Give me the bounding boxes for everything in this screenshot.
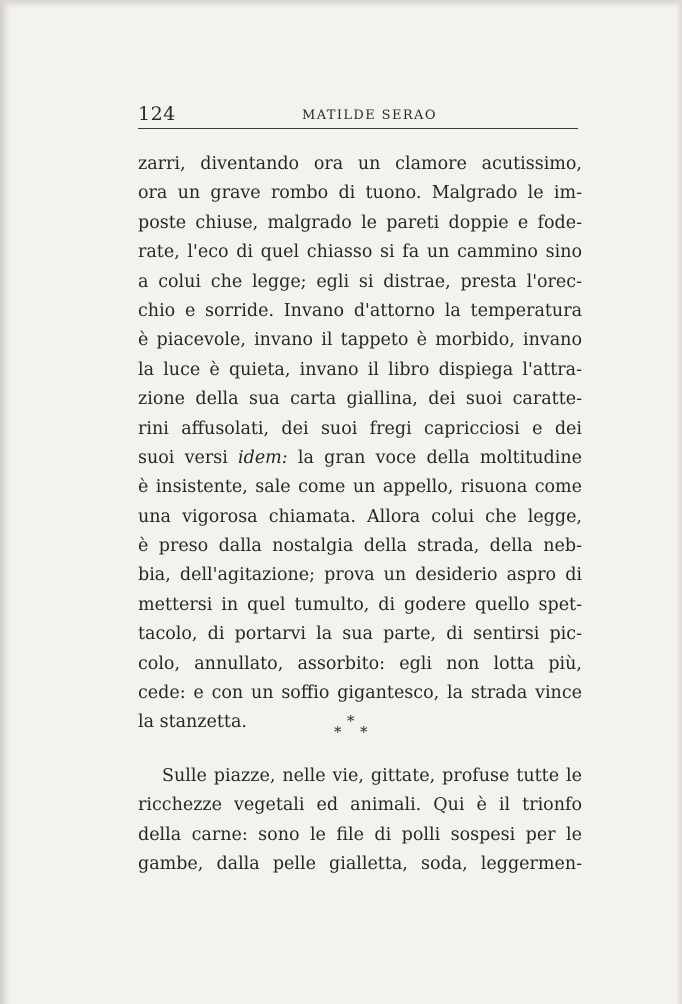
text-line: della carne: sono le file di polli sospesi per le (138, 824, 582, 845)
text-line: la luce è quieta, invano il libro dispiega l'attra- (138, 359, 582, 380)
asterism-section-break (334, 712, 374, 746)
text-line: poste chiuse, malgrado le pareti doppie e fode- (138, 212, 582, 233)
text-line: rini affusolati, dei suoi fregi capricciosi e dei (138, 418, 582, 439)
page-edge-shadow-left (0, 0, 10, 1004)
text-line: mettersi in quel tumulto, di godere quello spet- (138, 594, 582, 615)
text-line: la stanzetta. (138, 712, 247, 733)
text-segment: suoi versi (138, 447, 228, 468)
asterism-star: * (360, 723, 368, 741)
header-rule (138, 128, 578, 129)
text-line: a colui che legge; egli si distrae, presta l'orec- (138, 271, 582, 292)
running-title: MATILDE SERAO (302, 108, 437, 123)
text-line: è piacevole, invano il tappeto è morbido, invano (138, 330, 582, 351)
text-line: rate, l'eco di quel chiasso si fa un cammino sino (138, 242, 582, 263)
text-line: bia, dell'agitazione; prova un desiderio aspro di (138, 565, 582, 586)
text-line-with-italic (138, 444, 582, 473)
asterism-star: * (347, 712, 355, 730)
page-edge-shadow-top (0, 0, 682, 8)
italic-word: idem: (238, 447, 288, 468)
text-line: cede: e con un soffio gigantesco, la strada vince (138, 683, 582, 704)
text-line: chio e sorride. Invano d'attorno la temperatura (138, 300, 582, 321)
text-line: ricchezze vegetali ed animali. Qui è il trionfo (138, 795, 582, 816)
page-number: 124 (138, 103, 176, 125)
text-line: Sulle piazze, nelle vie, gittate, profuse tutte le (162, 766, 582, 786)
paragraph-2 (138, 762, 582, 880)
text-line: gambe, dalla pelle gialletta, soda, leggermen- (138, 854, 582, 875)
text-line: tacolo, di portarvi la sua parte, di sentirsi pic- (138, 624, 582, 645)
text-line: è insistente, sale come un appello, risuona come (138, 477, 582, 498)
text-line: zione della sua carta giallina, dei suoi caratte- (138, 389, 582, 410)
text-line: ora un grave rombo di tuono. Malgrado le im- (138, 183, 582, 204)
text-segment: la gran voce della moltitudine (297, 447, 582, 468)
page-edge-shadow-right (676, 0, 682, 1004)
text-line: colo, annullato, assorbito: egli non lotta più, (138, 653, 582, 674)
running-header (138, 103, 580, 129)
text-line: una vigorosa chiamata. Allora colui che legge, (138, 506, 582, 527)
text-line: è preso dalla nostalgia della strada, della neb- (138, 536, 582, 557)
text-line: zarri, diventando ora un clamore acutissimo, (138, 154, 582, 174)
asterism-star: * (334, 723, 342, 741)
paragraph-1 (138, 150, 582, 738)
